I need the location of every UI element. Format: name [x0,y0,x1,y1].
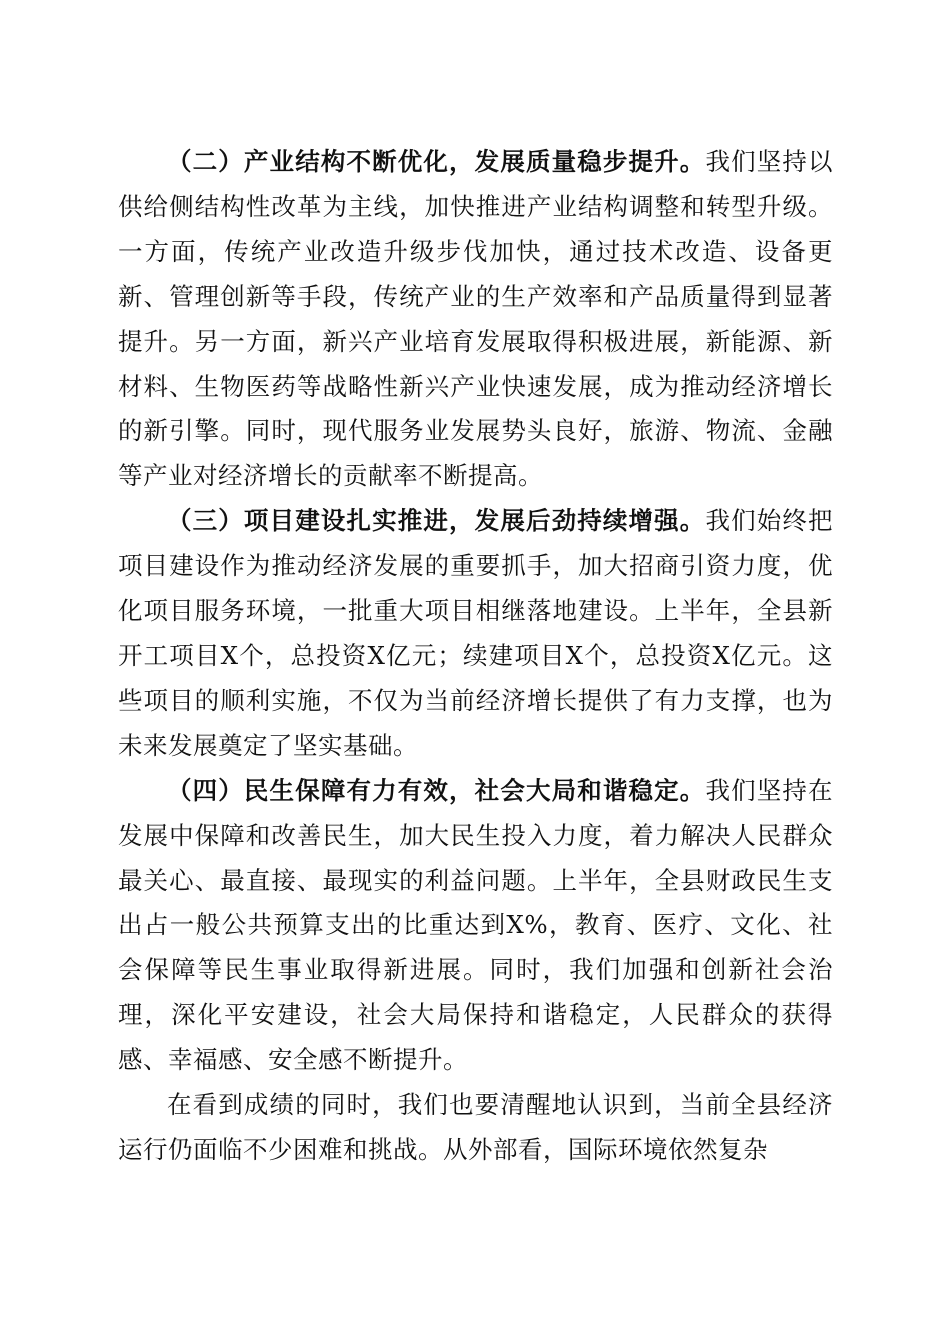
paragraph-project-construction [118,499,833,768]
paragraph-industry-structure [118,140,833,499]
section-heading-2: （二）产业结构不断优化，发展质量稳步提升。 [167,147,706,176]
paragraph-text: 我们坚持以供给侧结构性改革为主线，加快推进产业结构调整和转型升级。一方面，传统产业改造升级步伐加快，通过技术改造、设备更新、管理创新等手段，传统产业的生产效率和产品质量得到显著提升。另一方面，新兴产业培育发展取得积极进展，新能源、新材料、生物医药等战略性新兴产业快速发展，成为推动经济增长的新引擎。同时，现代服务业发展势头良好，旅游、物流、金融等产业对经济增长的贡献率不断提高。 [118,147,834,491]
paragraph-livelihood [118,769,833,1083]
paragraph-text: 我们始终把项目建设作为推动经济发展的重要抓手，加大招商引资力度，优化项目服务环境，一批重大项目相继落地建设。上半年，全县新开工项目X个，总投资X亿元；续建项目X个，总投资X亿元。这些项目的顺利实施，不仅为当前经济增长提供了有力支撑，也为未来发展奠定了坚实基础。 [118,506,834,760]
paragraph-text: 在看到成绩的同时，我们也要清醒地认识到，当前全县经济运行仍面临不少困难和挑战。从外部看，国际环境依然复杂 [118,1090,833,1164]
paragraph-challenges [118,1083,833,1173]
section-heading-3: （三）项目建设扎实推进，发展后劲持续增强。 [167,506,706,536]
paragraph-text: 我们坚持在发展中保障和改善民生，加大民生投入力度，着力解决人民群众最关心、最直接、最现实的利益问题。上半年，全县财政民生支出占一般公共预算支出的比重达到X%，教育、医疗、文化、社会保障等民生事业取得新进展。同时，我们加强和创新社会治理，深化平安建设，社会大局保持和谐稳定，人民群众的获得感、幸福感、安全感不断提升。 [118,775,834,1075]
document-body [118,140,833,1173]
section-heading-4: （四）民生保障有力有效，社会大局和谐稳定。 [167,775,706,805]
